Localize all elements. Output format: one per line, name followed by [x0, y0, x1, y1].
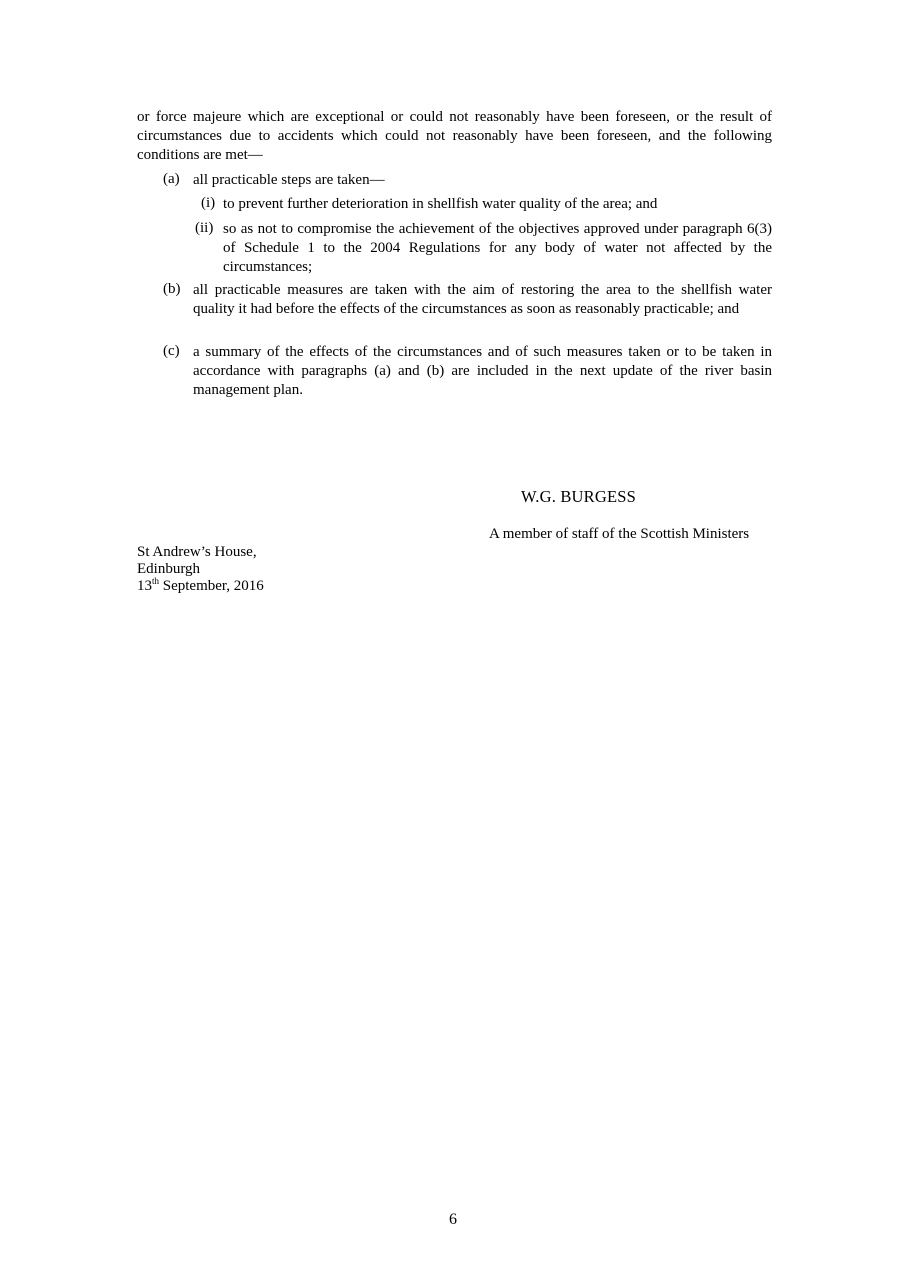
subitem-i-label: (i) [201, 195, 216, 211]
date-rest: September, 2016 [159, 578, 264, 594]
signatory-name: W.G. BURGESS [521, 487, 637, 506]
date-line [137, 578, 264, 595]
item-b-text: all practicable measures are taken with the aim of restoring the area to the shellfish water quality it had before the effects of the circumstances as soon as reasonably practicable; and [193, 282, 772, 317]
item-c-label: (c) [163, 343, 180, 359]
intro-paragraph: or force majeure which are exceptional or could not reasonably have been foreseen, or the result of circumstances due to accidents which could not reasonably have been foreseen, and the following conditions are met— [137, 109, 772, 163]
date-day: 13 [137, 578, 152, 594]
item-a-text: all practicable steps are taken— [193, 172, 385, 188]
item-c-text: a summary of the effects of the circumstances and of such measures taken or to be taken in accordance with paragraphs (a) and (b) are included in the next update of the river basin management plan. [193, 344, 772, 398]
place-and-date [137, 544, 264, 595]
page-number: 6 [449, 1211, 457, 1228]
signatory-role: A member of staff of the Scottish Ministers [489, 526, 750, 542]
date-suffix: th [152, 576, 160, 586]
item-b-label: (b) [163, 281, 181, 297]
place-line-2: Edinburgh [137, 561, 201, 577]
subitem-ii-label: (ii) [195, 220, 214, 236]
item-a-label: (a) [163, 171, 180, 187]
place-line-1: St Andrew’s House, [137, 544, 257, 560]
subitem-i-text: to prevent further deterioration in shellfish water quality of the area; and [223, 196, 658, 212]
subitem-ii-text: so as not to compromise the achievement of the objectives approved under paragraph 6(3) of Schedule 1 to the 2004 Regulations for any body of water not affected by the circumstances; [223, 221, 772, 275]
